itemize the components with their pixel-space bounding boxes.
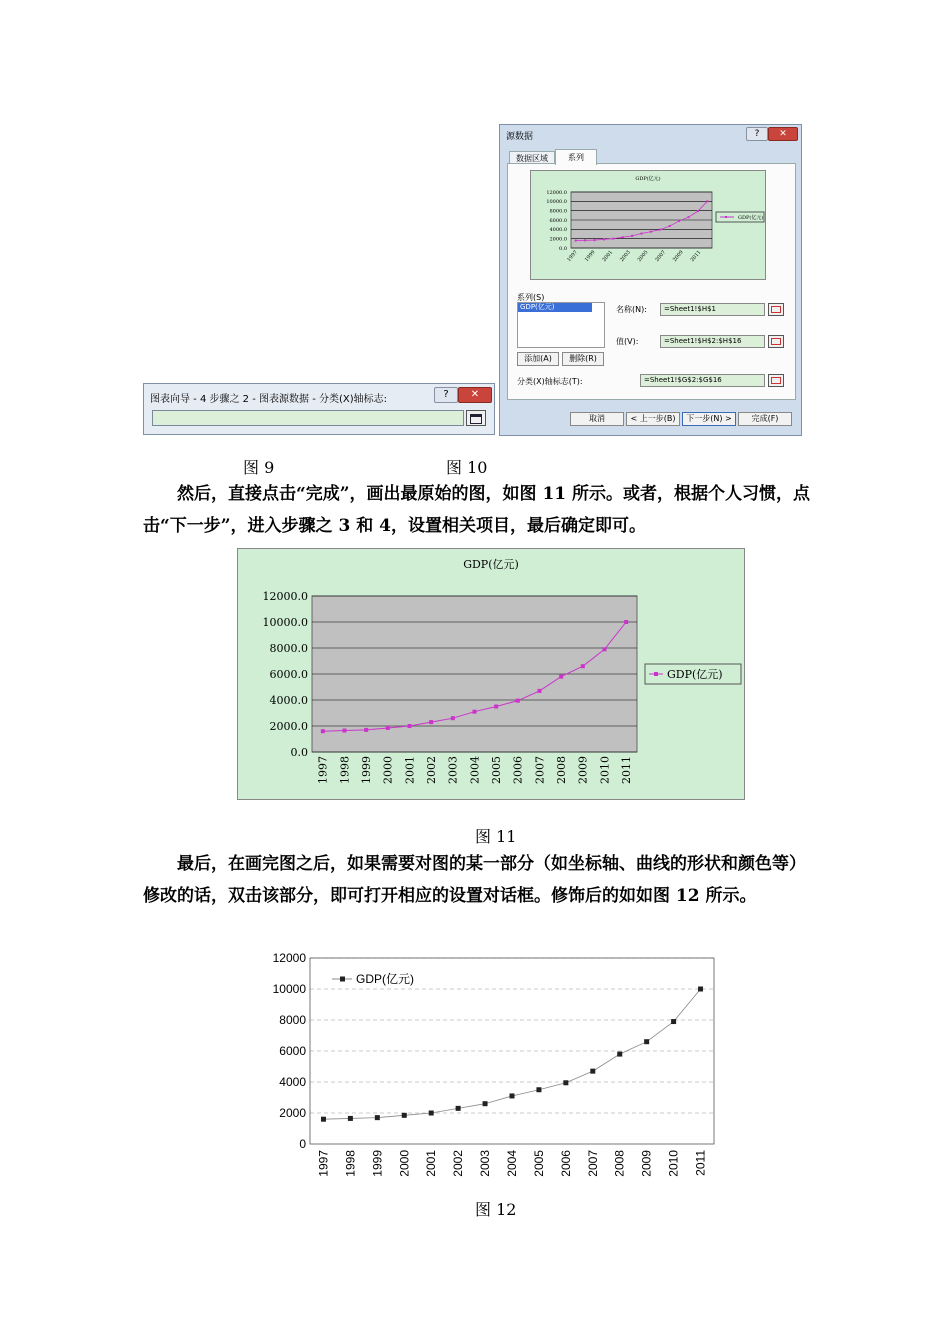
next-button[interactable]: 下一步(N) >: [682, 412, 736, 426]
x-tick-label: 2007: [533, 756, 547, 784]
data-point: [375, 1115, 380, 1120]
chart-title: GDP(亿元): [635, 176, 661, 182]
x-tick-label: 2000: [397, 1150, 412, 1177]
name-label: 名称(N):: [616, 305, 647, 314]
data-point: [584, 239, 586, 241]
x-tick-label: 2001: [424, 1150, 439, 1177]
data-point: [321, 1117, 326, 1122]
data-point: [343, 729, 347, 733]
y-tick-label: 2000.0: [549, 236, 567, 243]
data-point: [590, 1069, 595, 1074]
x-tick-label: 2004: [468, 756, 482, 784]
expand-dialog-button[interactable]: [466, 410, 486, 426]
x-tick-label: 1999: [370, 1150, 385, 1177]
help-button[interactable]: ?: [746, 127, 768, 141]
close-button[interactable]: ✕: [458, 387, 492, 403]
data-point: [386, 726, 390, 730]
y-tick-label: 8000.0: [549, 208, 567, 215]
data-point: [706, 200, 708, 202]
chart-preview: [530, 170, 766, 280]
y-tick-label: 2000.0: [269, 719, 308, 733]
close-button[interactable]: ✕: [768, 127, 798, 141]
series-listbox[interactable]: [517, 302, 605, 348]
y-tick-label: 12000.0: [262, 589, 308, 603]
expand-icon: [470, 414, 482, 424]
collapse-icon: [771, 377, 781, 384]
x-tick-label: 2009: [671, 249, 685, 264]
x-tick-label: 2011: [620, 756, 634, 784]
series-label: 系列(S): [517, 293, 545, 302]
x-tick-label: 1999: [360, 756, 374, 784]
x-tick-label: 2011: [689, 249, 703, 264]
x-tick-label: 2006: [511, 756, 525, 784]
value-input[interactable]: =Sheet1!$H$2:$H$16: [660, 335, 765, 348]
x-tick-label: 2001: [403, 756, 417, 784]
legend-marker: [725, 216, 727, 218]
x-tick-label: 2007: [585, 1150, 600, 1177]
x-tick-label: 1997: [316, 1150, 331, 1177]
add-series-button[interactable]: 添加(A): [517, 352, 559, 366]
paragraph-2: 最后，在画完图之后，如果需要对图的某一部分（如坐标轴、曲线的形状和颜色等）修改的话，双击该部分，即可打开相应的设置对话框。修饰后的如如图 12 所示。: [143, 854, 806, 906]
dialog-title: 源数据: [506, 132, 534, 142]
y-tick-label: 4000.0: [549, 227, 567, 234]
x-tick-label: 2006: [558, 1150, 573, 1177]
data-point: [348, 1116, 353, 1121]
data-point: [650, 231, 652, 233]
y-tick-label: 10000.0: [546, 199, 567, 206]
data-point: [603, 647, 607, 651]
caption-fig10: 图 10: [446, 458, 488, 477]
x-tick-label: 1999: [583, 249, 597, 264]
data-point: [516, 699, 520, 703]
data-point: [669, 225, 671, 227]
data-point: [617, 1052, 622, 1057]
source-data-dialog: [499, 124, 802, 436]
data-point: [402, 1113, 407, 1118]
finish-button[interactable]: 完成(F): [738, 412, 792, 426]
y-tick-label: 4000: [279, 1075, 306, 1089]
data-point: [408, 724, 412, 728]
data-point: [594, 239, 596, 241]
cancel-button[interactable]: 取消: [570, 412, 624, 426]
chart-title: GDP(亿元): [463, 558, 519, 571]
series-panel: [507, 163, 796, 400]
paragraph-1: 然后，直接点击“完成”，画出最原始的图，如图 11 所示。或者，根据个人习惯，点击“下一步”，进入步骤之 3 和 4，设置相关项目，最后确定即可。: [143, 484, 811, 536]
x-tick-label: 2003: [446, 756, 460, 784]
data-point: [624, 620, 628, 624]
legend-marker: [654, 672, 658, 676]
data-point: [510, 1093, 515, 1098]
legend-label: GDP(亿元): [667, 667, 723, 681]
x-tick-label: 2005: [490, 756, 504, 784]
y-tick-label: 6000.0: [549, 217, 567, 224]
chart-figure-12: [258, 948, 728, 1196]
x-tick-label: 2007: [654, 249, 668, 264]
data-point: [559, 675, 563, 679]
y-tick-label: 8000.0: [269, 641, 308, 655]
data-point: [456, 1106, 461, 1111]
collapse-icon: [771, 338, 781, 345]
caption-fig11: 图 11: [475, 827, 517, 846]
category-input[interactable]: =Sheet1!$G$2:$G$16: [640, 374, 765, 387]
y-tick-label: 2000: [279, 1106, 306, 1120]
x-tick-label: 2010: [598, 756, 612, 784]
category-label: 分类(X)轴标志(T):: [517, 377, 583, 386]
y-tick-label: 6000.0: [269, 667, 308, 681]
back-button[interactable]: < 上一步(B): [626, 412, 680, 426]
x-tick-label: 2001: [601, 249, 615, 264]
data-point: [494, 705, 498, 709]
x-tick-label: 2002: [425, 756, 439, 784]
data-point: [321, 729, 325, 733]
x-tick-label: 2003: [478, 1150, 493, 1177]
x-tick-label: 2009: [576, 756, 590, 784]
data-point: [644, 1039, 649, 1044]
x-tick-label: 2009: [639, 1150, 654, 1177]
tab-data-range[interactable]: 数据区域: [509, 151, 555, 166]
data-point: [622, 236, 624, 238]
data-point: [473, 710, 477, 714]
data-point: [697, 210, 699, 212]
legend-label: GDP(亿元): [356, 972, 414, 986]
x-tick-label: 1998: [338, 756, 352, 784]
data-point: [698, 987, 703, 992]
data-point: [678, 220, 680, 222]
x-tick-label: 2005: [531, 1150, 546, 1177]
x-tick-label: 1998: [343, 1150, 358, 1177]
series-list-item[interactable]: GDP(亿元): [518, 303, 592, 312]
y-tick-label: 10000: [272, 982, 306, 996]
data-point: [575, 240, 577, 242]
data-point: [536, 1087, 541, 1092]
data-point: [451, 716, 455, 720]
collapse-dialog-button[interactable]: [768, 374, 784, 387]
data-point: [563, 1080, 568, 1085]
y-tick-label: 4000.0: [269, 693, 308, 707]
name-input[interactable]: =Sheet1!$H$1: [660, 303, 765, 316]
data-point: [581, 664, 585, 668]
data-point: [429, 720, 433, 724]
chart-figure-11: [237, 548, 745, 800]
y-tick-label: 8000: [279, 1013, 306, 1027]
caption-fig9: 图 9: [243, 458, 275, 477]
data-point: [659, 229, 661, 231]
y-tick-label: 10000.0: [262, 615, 308, 629]
data-point: [641, 233, 643, 235]
y-tick-label: 0: [299, 1137, 306, 1151]
legend-label: GDP(亿元): [738, 214, 764, 221]
help-button[interactable]: ?: [434, 387, 458, 403]
x-tick-label: 1997: [566, 249, 579, 264]
data-point: [364, 728, 368, 732]
x-tick-label: 2002: [451, 1150, 466, 1177]
series-line: [323, 989, 700, 1119]
data-point: [429, 1111, 434, 1116]
value-label: 值(V):: [616, 337, 639, 346]
legend-marker: [340, 977, 345, 982]
data-point: [631, 235, 633, 237]
x-tick-label: 2005: [636, 249, 650, 264]
x-tick-label: 2008: [612, 1150, 627, 1177]
x-tick-label: 1997: [316, 756, 330, 784]
x-tick-label: 2003: [619, 249, 632, 264]
y-tick-label: 12000.0: [546, 189, 567, 196]
collapse-dialog-button[interactable]: [768, 335, 784, 348]
y-tick-label: 12000: [272, 951, 306, 965]
range-input[interactable]: [152, 410, 464, 426]
data-point: [671, 1019, 676, 1024]
data-point: [688, 216, 690, 218]
delete-series-button[interactable]: 删除(R): [562, 352, 604, 366]
chart-wizard-collapsed-dialog: [143, 383, 495, 435]
data-point: [538, 689, 542, 693]
data-point: [603, 238, 605, 240]
x-tick-label: 2011: [693, 1150, 708, 1176]
collapse-dialog-button[interactable]: [768, 303, 784, 316]
caption-fig12: 图 12: [475, 1200, 517, 1219]
x-tick-label: 2010: [666, 1150, 681, 1177]
x-tick-label: 2000: [381, 756, 395, 784]
dialog-title: 图表向导 - 4 步骤之 2 - 图表源数据 - 分类(X)轴标志:: [150, 394, 388, 405]
y-tick-label: 0.0: [290, 745, 308, 759]
x-tick-label: 2008: [555, 756, 569, 784]
tab-series[interactable]: 系列: [555, 149, 597, 165]
data-point: [483, 1101, 488, 1106]
y-tick-label: 6000: [279, 1044, 306, 1058]
data-point: [612, 238, 614, 240]
y-tick-label: 0.0: [559, 245, 567, 252]
x-tick-label: 2004: [505, 1150, 519, 1177]
collapse-icon: [771, 306, 781, 313]
